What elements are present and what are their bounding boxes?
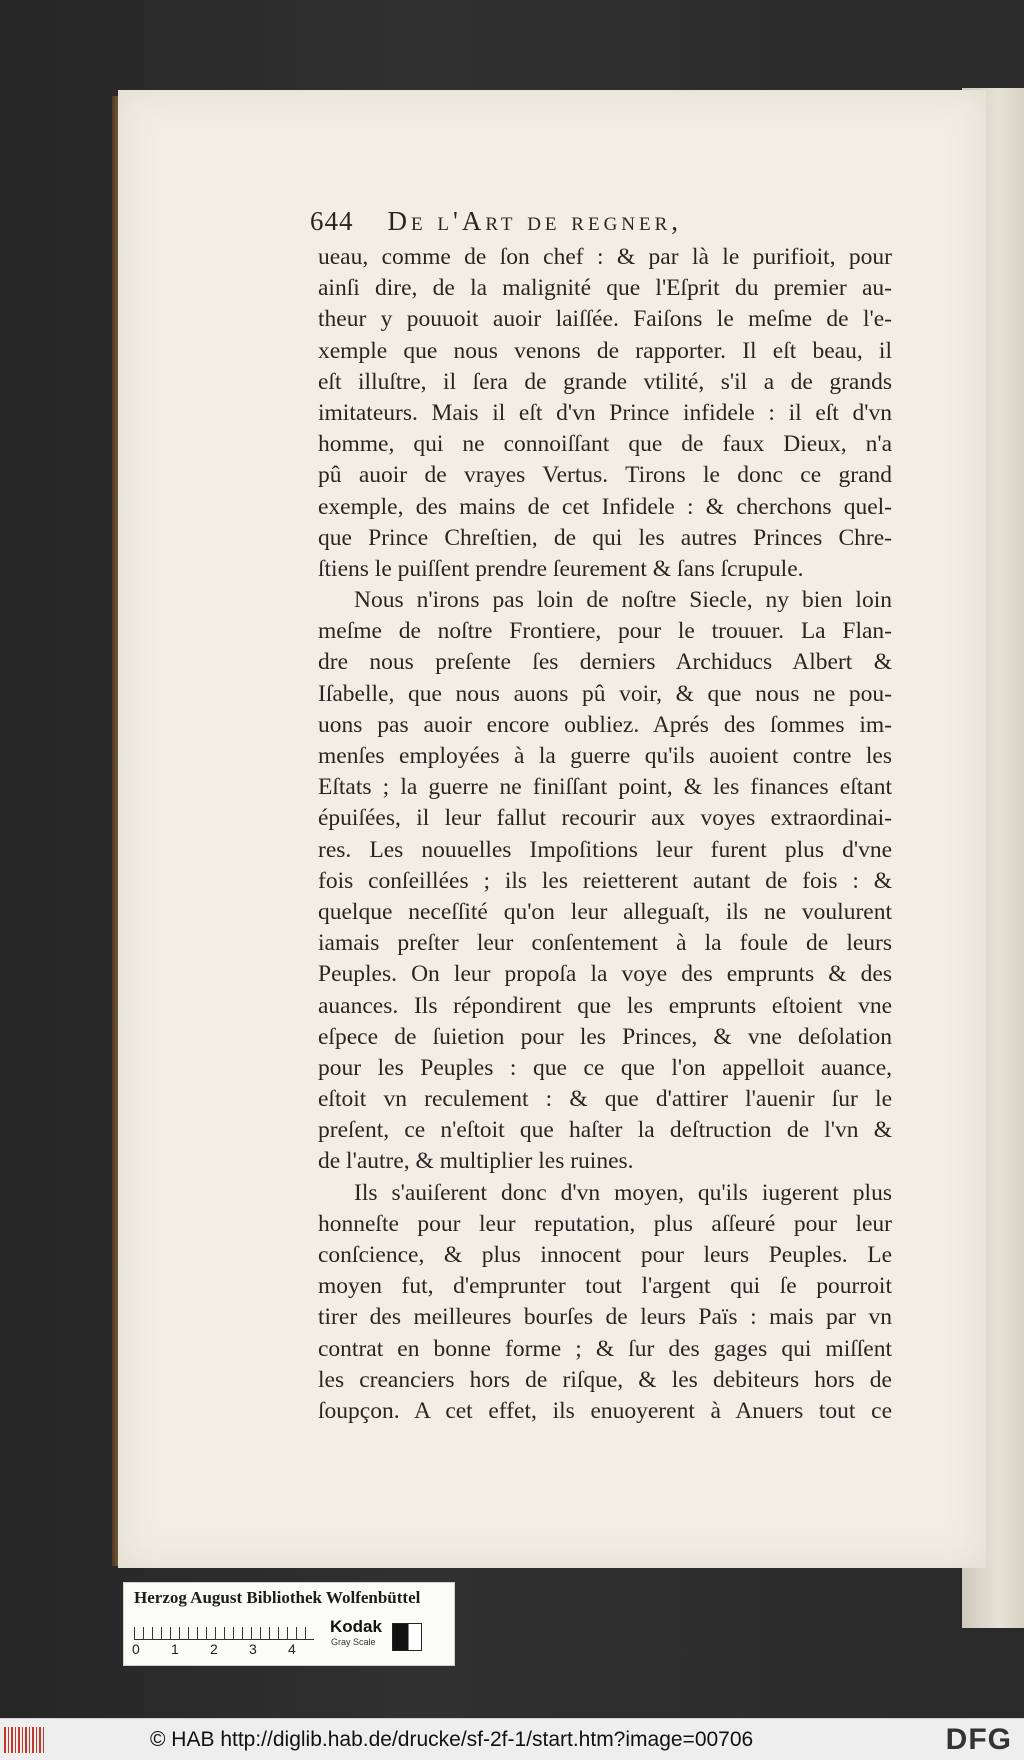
text-line: Eſtats ; la guerre ne finiſſant point, & les finances eſtant (318, 774, 892, 801)
scale-ruler (134, 1619, 314, 1640)
text-line: Peuples. On leur propoſa la voye des emprunts & des (318, 961, 892, 988)
text-line: quelque neceſſité qu'on leur alleguaſt, ils ne voulurent (318, 898, 892, 925)
text-line: res. Les nouuelles Impoſitions leur furent plus d'vne (318, 836, 892, 863)
text-line: ſoupçon. A cet effet, ils enuoyerent à Anuers tout ce (318, 1397, 892, 1424)
text-line: eſpece de ſuietion pour les Princes, & vne deſolation (318, 1023, 892, 1050)
text-line: contrat en bonne forme ; & ſur des gages qui miſſent (318, 1335, 892, 1362)
text-line: eſtoit vn reculement : & que d'attirer l'auenir ſur le (318, 1086, 892, 1113)
running-title: De l'Art de regner, (387, 206, 683, 236)
text-line: iamais preſter leur conſentement à la foule de leurs (318, 930, 892, 957)
text-line: ueau, comme de ſon chef : & par là le purifioit, pour (318, 244, 892, 270)
text-line: fois conſeillées ; ils les reietterent autant de fois : & (318, 867, 892, 894)
text-line: pour les Peuples : que ce que l'on appelloit auance, (318, 1054, 892, 1081)
text-line: de l'autre, & multiplier les ruines. (318, 1148, 634, 1175)
barcode-icon (4, 1727, 46, 1753)
text-line: xemple que nous venons de rapporter. Il eſt beau, il (318, 337, 892, 364)
text-line: Ils s'auiſerent donc d'vn moyen, qu'ils iugerent plus (354, 1179, 892, 1206)
page-header (310, 206, 892, 242)
kodak-brand: Kodak (330, 1617, 382, 1636)
text-line: épuiſées, il leur fallut recourir aux voyes extraordinai- (318, 805, 892, 832)
footer-bar (0, 1718, 1024, 1760)
text-line: preſent, ce n'eſtoit que haſter la deſtruction de l'vn & (318, 1117, 892, 1144)
ruler-number: 1 (171, 1641, 179, 1657)
text-line: meſme de noſtre Frontiere, pour le trouuer. La Flan- (318, 618, 892, 645)
text-line: uons pas auoir encore oubliez. Aprés des ſommes im- (318, 711, 892, 738)
text-line: ainſi dire, de la malignité que l'Eſprit du premier au- (318, 275, 892, 302)
gray-scale-chip (392, 1623, 422, 1651)
ruler-number: 2 (210, 1641, 218, 1657)
text-line: que Prince Chreſtien, de qui les autres Princes Chre- (318, 524, 892, 551)
footer-link[interactable]: © HAB http://diglib.hab.de/drucke/sf-2f-1/start.htm?image=00706 (150, 1728, 754, 1751)
page-number: 644 (310, 206, 354, 236)
text-line: eſt illuſtre, il ſera de grande vtilité, s'il a de grands (318, 368, 892, 395)
library-label-card (123, 1582, 455, 1666)
dfg-logo: DFG (945, 1723, 1012, 1756)
text-line: homme, qui ne connoiſſant que de faux Dieux, n'a (318, 431, 892, 458)
text-line: pû auoir de vrayes Vertus. Tirons le donc ce grand (318, 462, 892, 489)
text-line: ſtiens le puiſſent prendre ſeurement & ſans ſcrupule. (318, 555, 804, 582)
text-line: auances. Ils répondirent que les emprunts eſtoient vne (318, 992, 892, 1019)
text-line: dre nous preſente ſes derniers Archiducs Albert & (318, 649, 892, 676)
page-text (310, 206, 892, 1427)
kodak-subtitle: Gray Scale (331, 1637, 376, 1647)
text-line: les creanciers hors de riſque, & les debiteurs hors de (318, 1366, 892, 1393)
text-line: theur y pouuoit auoir laiſſée. Faiſons le meſme de l'e- (318, 306, 892, 333)
text-line: Nous n'irons pas loin de noſtre Siecle, ny bien loin (354, 587, 892, 614)
ruler-number: 3 (249, 1641, 257, 1657)
text-line: exemple, des mains de cet Infidele : & cherchons quel- (318, 493, 892, 520)
library-name: Herzog August Bibliothek Wolfenbüttel (134, 1588, 421, 1607)
text-line: moyen fut, d'emprunter tout l'argent qui ſe pourroit (318, 1273, 892, 1300)
text-line: conſcience, & plus innocent pour leurs Peuples. Le (318, 1242, 892, 1268)
text-line: honneſte pour leur reputation, plus aſſeuré pour leur (318, 1210, 892, 1237)
text-line: Iſabelle, que nous auons pû voir, & que nous ne pou- (318, 680, 892, 707)
text-line: imitateurs. Mais il eſt d'vn Prince infidele : il eſt d'vn (318, 399, 892, 426)
ruler-number: 4 (288, 1641, 296, 1657)
text-lines (318, 242, 892, 1427)
text-line: tirer des meilleures bourſes de leurs Païs : mais par vn (318, 1304, 892, 1331)
text-line: menſes employées à la guerre qu'ils auoient contre les (318, 743, 892, 769)
ruler-number: 0 (132, 1641, 140, 1657)
